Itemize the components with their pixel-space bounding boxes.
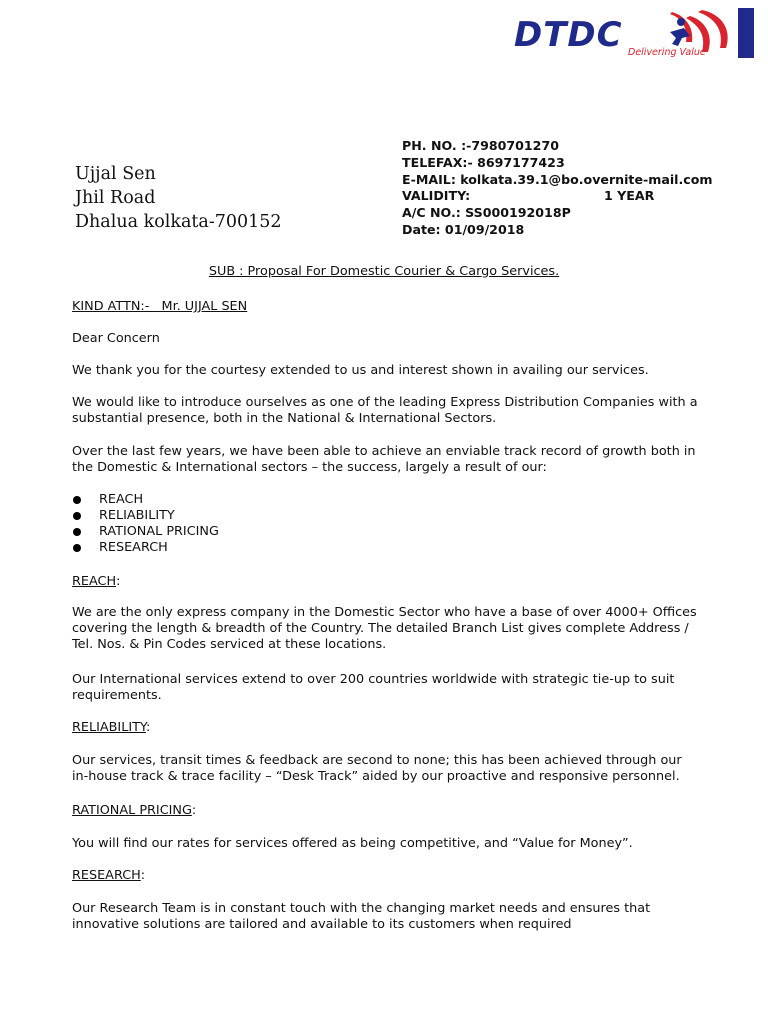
section-heading-reach: REACH: [72, 574, 121, 589]
intro-paragraph-3: Over the last few years, we have been able to achieve an enviable track record of growth both in the Domestic & International sectors – the success, largely a result of our: [72, 444, 696, 475]
strengths-list [72, 492, 219, 556]
letter-date: Date: 01/09/2018 [402, 221, 525, 237]
salutation: Dear Concern [72, 331, 160, 346]
bullet-icon [73, 496, 81, 504]
recipient-address [75, 162, 282, 234]
recipient-street: Jhil Road [75, 188, 156, 208]
sender-info [402, 138, 713, 239]
subject-text: SUB : Proposal For Domestic Courier & Cargo Services. [208, 264, 560, 279]
logo-tagline: Delivering Value [628, 47, 706, 58]
section-heading-reliability: RELIABILITY: [72, 720, 151, 735]
attention-line: KIND ATTN:- Mr. UJJAL SEN [72, 299, 248, 314]
validity-label: VALIDITY: [402, 188, 471, 204]
section-heading-pricing: RATIONAL PRICING: [72, 803, 197, 818]
reach-paragraph-1: We are the only express company in the Domestic Sector who have a base of over 4000+ Offices covering the length & breadth of the Country. The detailed Branch List gives complete Address / Tel. Nos. & Pin Codes serviced at these locations. [72, 605, 697, 652]
email-address: E-MAIL: kolkata.39.1@bo.overnite-mail.com [402, 171, 713, 187]
subject-line [0, 264, 768, 279]
research-paragraph: Our Research Team is in constant touch with the changing market needs and ensures that innovative solutions are tailored and available to its customers when required [72, 901, 651, 932]
list-item: REACH [72, 492, 219, 508]
bullet-icon [73, 544, 81, 552]
intro-paragraph-2: We would like to introduce ourselves as one of the leading Express Distribution Companies with a substantial presence, both in the National & International Sectors. [72, 395, 698, 426]
list-item: RATIONAL PRICING [72, 524, 219, 540]
dtdc-logo [510, 8, 754, 58]
svg-text:DTDC: DTDC [514, 15, 623, 55]
list-item: RELIABILITY [72, 508, 219, 524]
recipient-name: Ujjal Sen [75, 164, 156, 184]
reliability-paragraph: Our services, transit times & feedback are second to none; this has been achieved through our in-house track & trace facility – “Desk Track” aided by our proactive and responsive personnel. [72, 753, 682, 784]
validity-value: 1 YEAR [604, 188, 655, 204]
section-heading-research: RESEARCH: [72, 868, 146, 883]
phone-number: PH. NO. :-7980701270 [402, 138, 559, 153]
list-item: RESEARCH [72, 540, 219, 556]
recipient-city: Dhalua kolkata-700152 [75, 212, 282, 232]
account-number: A/C NO.: SS000192018P [402, 205, 571, 221]
reach-paragraph-2: Our International services extend to over 200 countries worldwide with strategic tie-up to suit requirements. [72, 672, 675, 703]
telefax-number: TELEFAX:- 8697177423 [402, 154, 565, 170]
intro-paragraph-1: We thank you for the courtesy extended to us and interest shown in availing our services. [72, 363, 649, 378]
pricing-paragraph: You will find our rates for services offered as being competitive, and “Value for Money”. [72, 836, 633, 851]
bullet-icon [73, 512, 81, 520]
bullet-icon [73, 528, 81, 536]
